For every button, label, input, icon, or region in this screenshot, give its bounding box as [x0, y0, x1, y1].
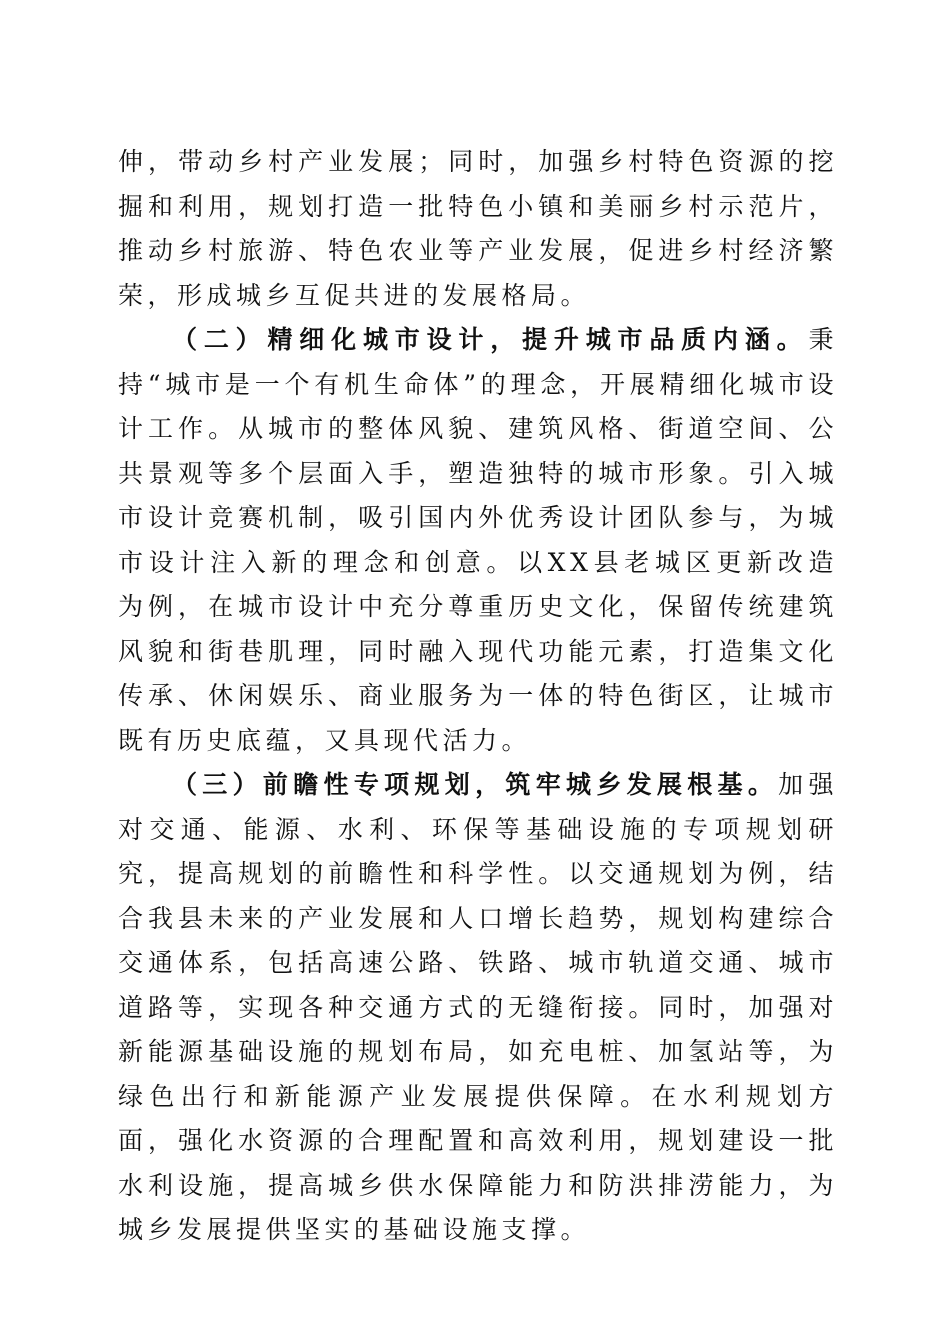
paragraph-body: 加强对交通、能源、水利、环保等基础设施的专项规划研究，提高规划的前瞻性和科学性。以交通规划为例，结合我县未来的产业发展和人口增长趋势，规划构建综合交通体系，包括高速公路、铁路、城市轨道交通、城市道路等，实现各种交通方式的无缝衔接。同时，加强对新能源基础设施的规划布局，如充电桩、加氢站等，为绿色出行和新能源产业发展提供保障。在水利规划方面，强化水资源的合理配置和高效利用，规划建设一批水利设施，提高城乡供水保障能力和防洪排涝能力，为城乡发展提供坚实的基础设施支撑。 — [118, 770, 838, 1244]
paragraph-body: 秉持“城市是一个有机生命体”的理念，开展精细化城市设计工作。从城市的整体风貌、建筑风格、街道空间、公共景观等多个层面入手，塑造独特的城市形象。引入城市设计竞赛机制，吸引国内外优秀设计团队参与，为城市设计注入新的理念和创意。以XX县老城区更新改造为例，在城市设计中充分尊重历史文化，保留传统建筑风貌和街巷肌理，同时融入现代功能元素，打造集文化传承、休闲娱乐、商业服务为一体的特色街区，让城市既有历史底蕴，又具现代活力。 — [118, 325, 838, 755]
paragraph-heading: （二）精细化城市设计，提升城市品质内涵。 — [172, 325, 809, 354]
paragraph-heading: （三）前瞻性专项规划，筑牢城乡发展根基。 — [172, 770, 779, 799]
document-body — [118, 140, 838, 1253]
paragraph-urban-design — [118, 318, 838, 763]
paragraph-special-planning — [118, 763, 838, 1253]
paragraph-body: 伸，带动乡村产业发展；同时，加强乡村特色资源的挖掘和利用，规划打造一批特色小镇和美丽乡村示范片，推动乡村旅游、特色农业等产业发展，促进乡村经济繁荣，形成城乡互促共进的发展格局。 — [118, 147, 838, 310]
paragraph-continuation — [118, 140, 838, 318]
